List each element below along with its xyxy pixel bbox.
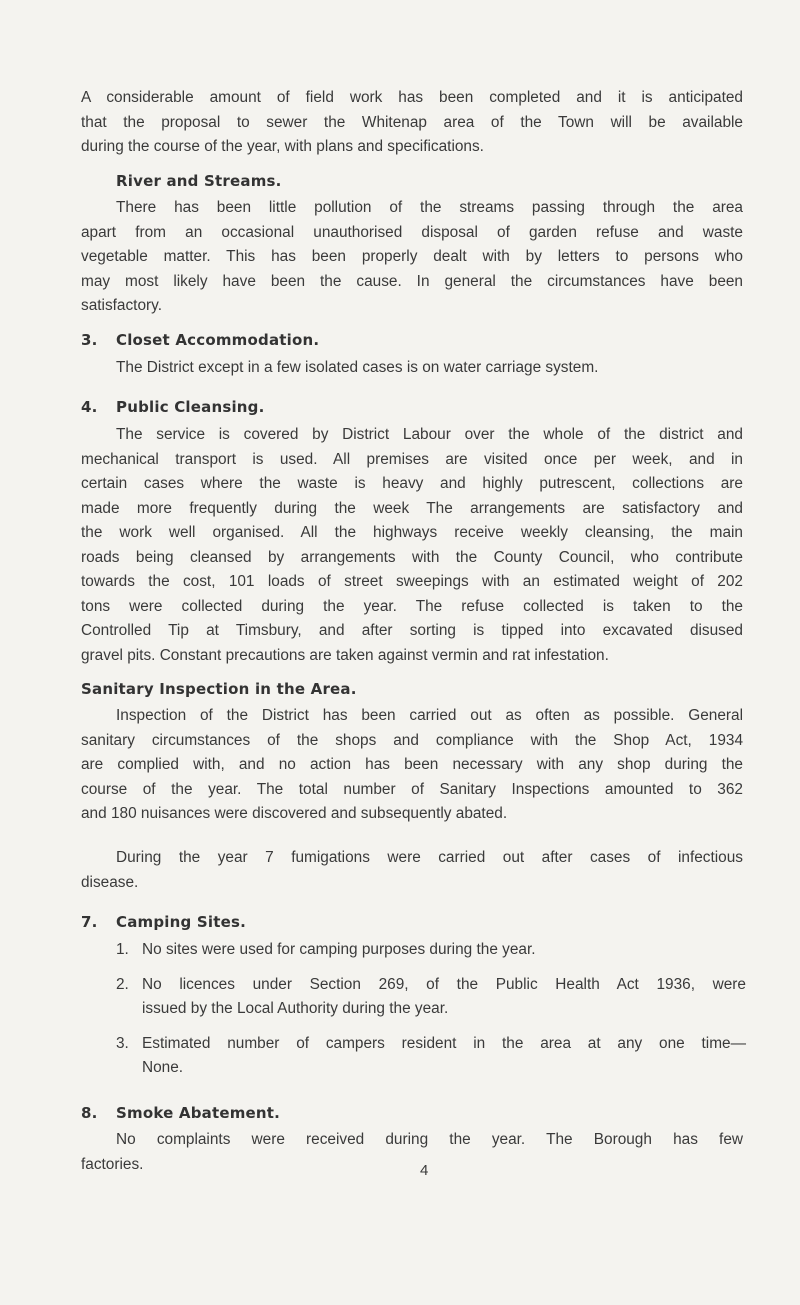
section-heading-closet [81,331,319,349]
text-line: No licences under Section 269, of the Public Health Act 1936, were [142,975,746,993]
list-item [116,973,746,1022]
text-line: The service is covered by District Labour over the whole of the district and [116,426,743,443]
section-number: 3. [81,331,98,349]
river-paragraph [81,196,743,319]
text-line: satisfactory. [81,297,162,314]
text-line: are complied with, and no action has been necessary with any shop during the [81,756,743,773]
item-number: 3. [116,1034,129,1052]
text-line: certain cases where the waste is heavy and highly putrescent, collections are [81,475,743,492]
text-line: sanitary circumstances of the shops and compliance with the Shop Act, 1934 [81,731,743,749]
text-line: during the course of the year, with plans and specifications. [81,138,484,155]
item-text [142,973,746,1022]
section-title: Smoke Abatement. [116,1104,281,1122]
text-line: None. [142,1059,184,1076]
text-line: Controlled Tip at Timsbury, and after sorting is tipped into excavated disused [81,622,743,639]
text-line: may most likely have been the cause. In general the circumstances have been [81,272,743,290]
text-line: course of the year. The total number of Sanitary Inspections amounted to 362 [81,780,743,798]
fumigation-paragraph [81,846,743,895]
text-line: No complaints were received during the year. The Borough has few [116,1131,743,1148]
text-line: tons were collected during the year. The refuse collected is taken to the [81,597,743,615]
section-title: Closet Accommodation. [116,331,320,349]
text-line: No sites were used for camping purposes during the year. [142,941,536,958]
cleansing-paragraph [81,423,743,668]
section-heading-camping [81,913,246,931]
text-line: the work well organised. All the highways receive weekly cleansing, the main [81,524,743,541]
text-line: A considerable amount of field work has been completed and it is anticipated [81,89,743,106]
list-item [116,938,746,963]
closet-paragraph [81,356,743,381]
item-text [142,938,746,963]
item-text [142,1032,746,1081]
section-title: Camping Sites. [116,913,246,931]
sanitary-paragraph [81,704,743,827]
section-title: Public Cleansing. [116,398,265,416]
text-line: mechanical transport is used. All premises are visited once per week, and in [81,450,743,468]
text-line: The District except in a few isolated cases is on water carriage system. [116,359,599,376]
text-line: disease. [81,873,139,891]
item-number: 2. [116,975,129,993]
text-line: vegetable matter. This has been properly dealt with by letters to persons who [81,248,743,265]
section-heading-river: River and Streams. [116,172,282,190]
intro-paragraph [81,86,743,160]
text-line: roads being cleansed by arrangements with the County Council, who contribute [81,548,743,566]
text-line: apart from an occasional unauthorised disposal of garden refuse and waste [81,223,743,241]
text-line: Inspection of the District has been carried out as often as possible. General [116,707,743,724]
section-number: 4. [81,398,98,416]
text-line: that the proposal to sewer the Whitenap area of the Town will be available [81,113,743,131]
item-number: 1. [116,941,129,958]
text-line: issued by the Local Authority during the year. [142,1000,449,1017]
text-line: gravel pits. Constant precautions are taken against vermin and rat infestation. [81,646,609,664]
section-number: 8. [81,1104,98,1122]
section-heading-smoke [81,1104,280,1122]
text-line: towards the cost, 101 loads of street sweepings with an estimated weight of 202 [81,573,743,590]
section-heading-sanitary: Sanitary Inspection in the Area. [81,680,357,698]
page-number: 4 [420,1162,429,1179]
text-line: and 180 nuisances were discovered and subsequently abated. [81,805,508,822]
section-heading-cleansing [81,398,265,416]
camping-list [116,938,746,1081]
smoke-paragraph [81,1128,743,1177]
text-line: made more frequently during the week The arrangements are satisfactory and [81,499,743,517]
text-line: There has been little pollution of the streams passing through the area [116,199,743,216]
text-line: During the year 7 fumigations were carried out after cases of infectious [116,849,743,866]
section-number: 7. [81,913,98,931]
list-item [116,1032,746,1081]
text-line: Estimated number of campers resident in the area at any one time— [142,1034,746,1052]
text-line: factories. [81,1155,144,1173]
